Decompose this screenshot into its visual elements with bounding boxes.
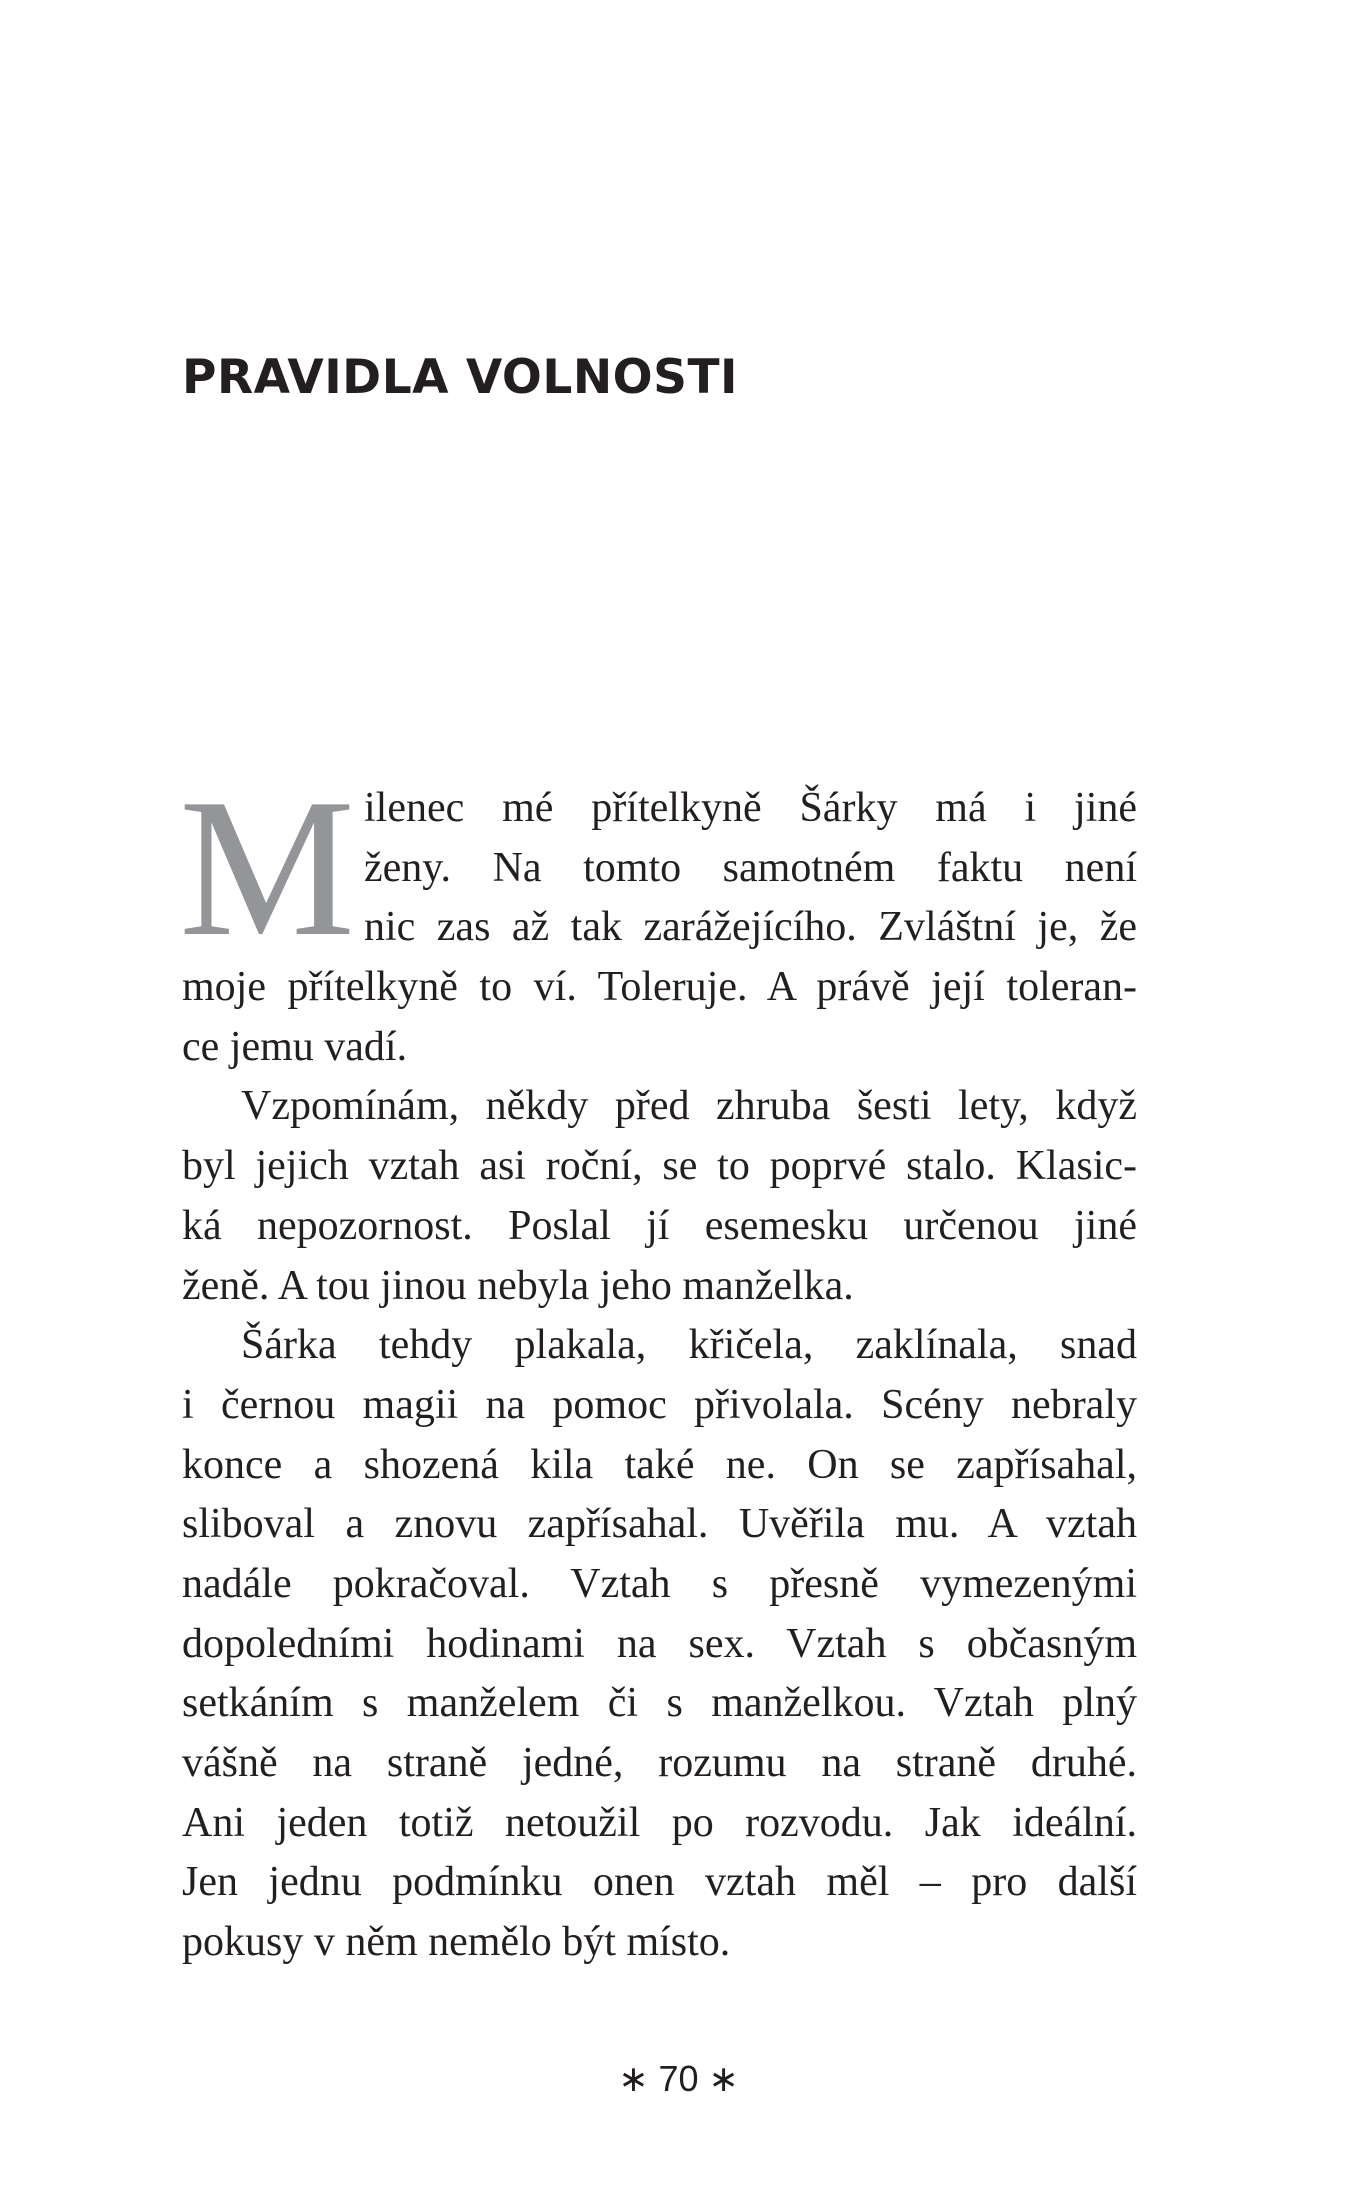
text-line: Šárka tehdy plakala, křičela, zaklínala, snad [241, 1322, 1137, 1369]
text-line: Jen jednu podmínku onen vztah měl – pro další [182, 1859, 1137, 1906]
text-line: Vzpomínám, někdy před zhruba šesti lety, když [241, 1083, 1137, 1130]
text-line: nadále pokračoval. Vztah s přesně vymezenými [182, 1560, 1137, 1607]
page-number: ∗ 70 ∗ [618, 2058, 739, 2099]
text-line: byl jejich vztah asi roční, se to poprvé stalo. Klasic- [182, 1143, 1137, 1190]
drop-cap: M [179, 758, 356, 977]
body-text [179, 758, 1137, 1973]
text-line: vášně na straně jedné, rozumu na straně druhé. [182, 1740, 1137, 1786]
text-line: ženě. A tou jinou nebyla jeho manželka. [182, 1262, 854, 1309]
text-line: Ani jeden totiž netoužil po rozvodu. Jak ideální. [182, 1799, 1137, 1846]
text-line: ilenec mé přítelkyně Šárky má i jiné [364, 785, 1137, 831]
text-line: setkáním s manželem či s manželkou. Vztah plný [182, 1680, 1137, 1727]
text-line: dopoledními hodinami na sex. Vztah s občasným [182, 1620, 1137, 1667]
text-line: nic zas až tak zarážejícího. Zvláštní je, že [364, 904, 1137, 951]
text-line: pokusy v něm nemělo být místo. [182, 1919, 731, 1966]
chapter-title: PRAVIDLA VOLNOSTI [182, 350, 739, 405]
text-line: sliboval a znovu zapřísahal. Uvěřila mu. A vztah [182, 1501, 1137, 1548]
text-line: konce a shozená kila také ne. On se zapřísahal, [182, 1441, 1137, 1488]
text-line: ce jemu vadí. [182, 1023, 408, 1070]
text-line: moje přítelkyně to ví. Toleruje. A právě její toleran- [182, 964, 1137, 1011]
text-line: ká nepozornost. Poslal jí esemesku určenou jiné [182, 1202, 1137, 1249]
text-line: ženy. Na tomto samotném faktu není [364, 844, 1137, 891]
text-line: i černou magii na pomoc přivolala. Scény nebraly [182, 1381, 1137, 1428]
